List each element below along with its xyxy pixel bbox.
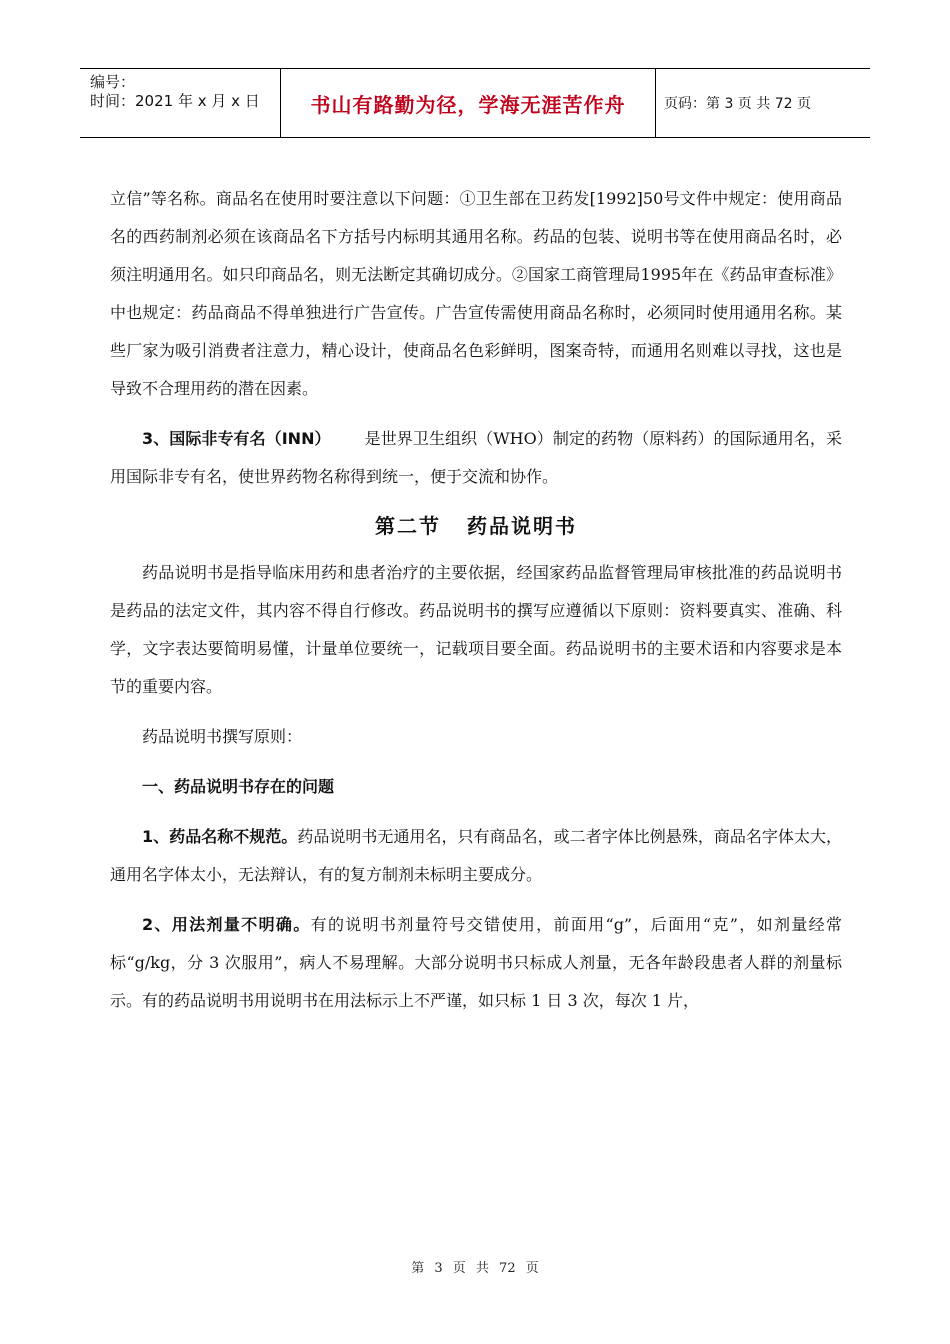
paragraph-dosage-issue (110, 906, 842, 1020)
header-motto: 书山有路勤为径，学海无涯苦作舟 (281, 69, 656, 137)
date-label: 时间：2021 年 x 月 x 日 (90, 92, 260, 110)
dosage-issue-heading: 2、用法剂量不明确。 (142, 915, 311, 934)
dosage-issue-text: 有的说明书剂量符号交错使用，前面用“g”，后面用“克”，如剂量经常标“g/kg，分 3 次服用”，病人不易理解。大部分说明书只标成人剂量，无各年龄段患者人群的剂量标示。有的药品说明书用说明书在用法标示上不严谨，如只标 1 日 3 次，每次 1 片， (110, 915, 842, 1010)
inn-heading: 3、国际非专有名（INN） (142, 429, 331, 448)
paragraph-trade-name: 立信”等名称。商品名在使用时要注意以下问题：①卫生部在卫药发[1992]50号文件中规定：使用商品名的西药制剂必须在该商品名下方括号内标明其通用名称。药品的包装、说明书等在使用商品名时，必须注明通用名。如只印商品名，则无法断定其确切成分。②国家工商管理局1995年在《药品审查标准》中也规定：药品商品不得单独进行广告宣传。广告宣传需使用商品名称时，必须同时使用通用名称。某些厂家为吸引消费者注意力，精心设计，使商品名色彩鲜明，图案奇特，而通用名则难以寻找，这也是导致不合理用药的潜在因素。 (110, 189, 842, 398)
number-label: 编号： (90, 73, 136, 91)
page-footer: 第 3 页 共 72 页 (411, 1261, 539, 1276)
header-page-info: 页码：第 3 页 共 72 页 (664, 96, 811, 112)
paragraph-inn (110, 420, 842, 496)
document-body (110, 180, 842, 1020)
section-name: 药品说明书 (467, 514, 577, 538)
page-header (80, 68, 870, 138)
header-meta (80, 69, 281, 137)
section-number: 第二节 (375, 514, 441, 538)
section-title (110, 506, 842, 546)
paragraph-name-issue (110, 818, 842, 894)
subheading-problems: 一、药品说明书存在的问题 (142, 777, 335, 796)
paragraph-intro: 药品说明书是指导临床用药和患者治疗的主要依据，经国家药品监督管理局审核批准的药品说明书是药品的法定文件，其内容不得自行修改。药品说明书的撰写应遵循以下原则：资料要真实、准确、科学，文字表达要简明易懂，计量单位要统一，记载项目要全面。药品说明书的主要术语和内容要求是本节的重要内容。 (110, 563, 842, 696)
name-issue-heading: 1、药品名称不规范。 (142, 827, 298, 846)
inn-text: 是世界卫生组织（WHO）制定的药物（原料药）的国际通用名，采用国际非专有名，使世界药物名称得到统一，便于交流和协作。 (110, 429, 842, 486)
paragraph-principles: 药品说明书撰写原则： (142, 727, 303, 746)
name-issue-text: 药品说明书无通用名，只有商品名，或二者字体比例悬殊，商品名字体太大，通用名字体太小，无法辩认，有的复方制剂未标明主要成分。 (110, 827, 842, 884)
